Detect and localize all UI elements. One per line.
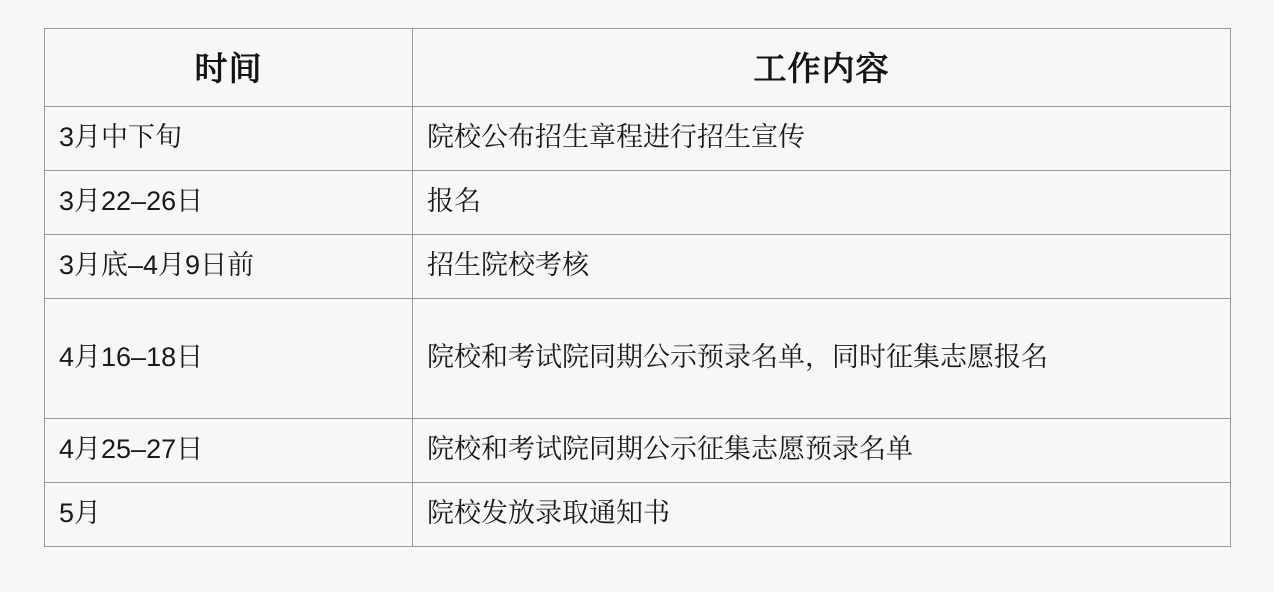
cell-content: 院校和考试院同期公示征集志愿预录名单 bbox=[413, 419, 1231, 483]
cell-time: 3月中下旬 bbox=[45, 107, 413, 171]
table-header-row bbox=[45, 29, 1231, 107]
cell-time: 5月 bbox=[45, 483, 413, 547]
cell-content: 报名 bbox=[413, 171, 1231, 235]
table-row bbox=[45, 299, 1231, 419]
cell-time: 3月22–26日 bbox=[45, 171, 413, 235]
cell-time: 4月25–27日 bbox=[45, 419, 413, 483]
admission-schedule-table bbox=[44, 28, 1231, 547]
table-body bbox=[45, 107, 1231, 547]
cell-content: 招生院校考核 bbox=[413, 235, 1231, 299]
table-row bbox=[45, 235, 1231, 299]
column-header-content: 工作内容 bbox=[413, 29, 1231, 107]
table-row bbox=[45, 483, 1231, 547]
cell-content: 院校和考试院同期公示预录名单，同时征集志愿报名 bbox=[413, 299, 1231, 419]
table-row bbox=[45, 171, 1231, 235]
table-row bbox=[45, 419, 1231, 483]
cell-content: 院校公布招生章程进行招生宣传 bbox=[413, 107, 1231, 171]
cell-content: 院校发放录取通知书 bbox=[413, 483, 1231, 547]
cell-time: 4月16–18日 bbox=[45, 299, 413, 419]
table-row bbox=[45, 107, 1231, 171]
cell-time: 3月底–4月9日前 bbox=[45, 235, 413, 299]
table-header bbox=[45, 29, 1231, 107]
column-header-time: 时间 bbox=[45, 29, 413, 107]
